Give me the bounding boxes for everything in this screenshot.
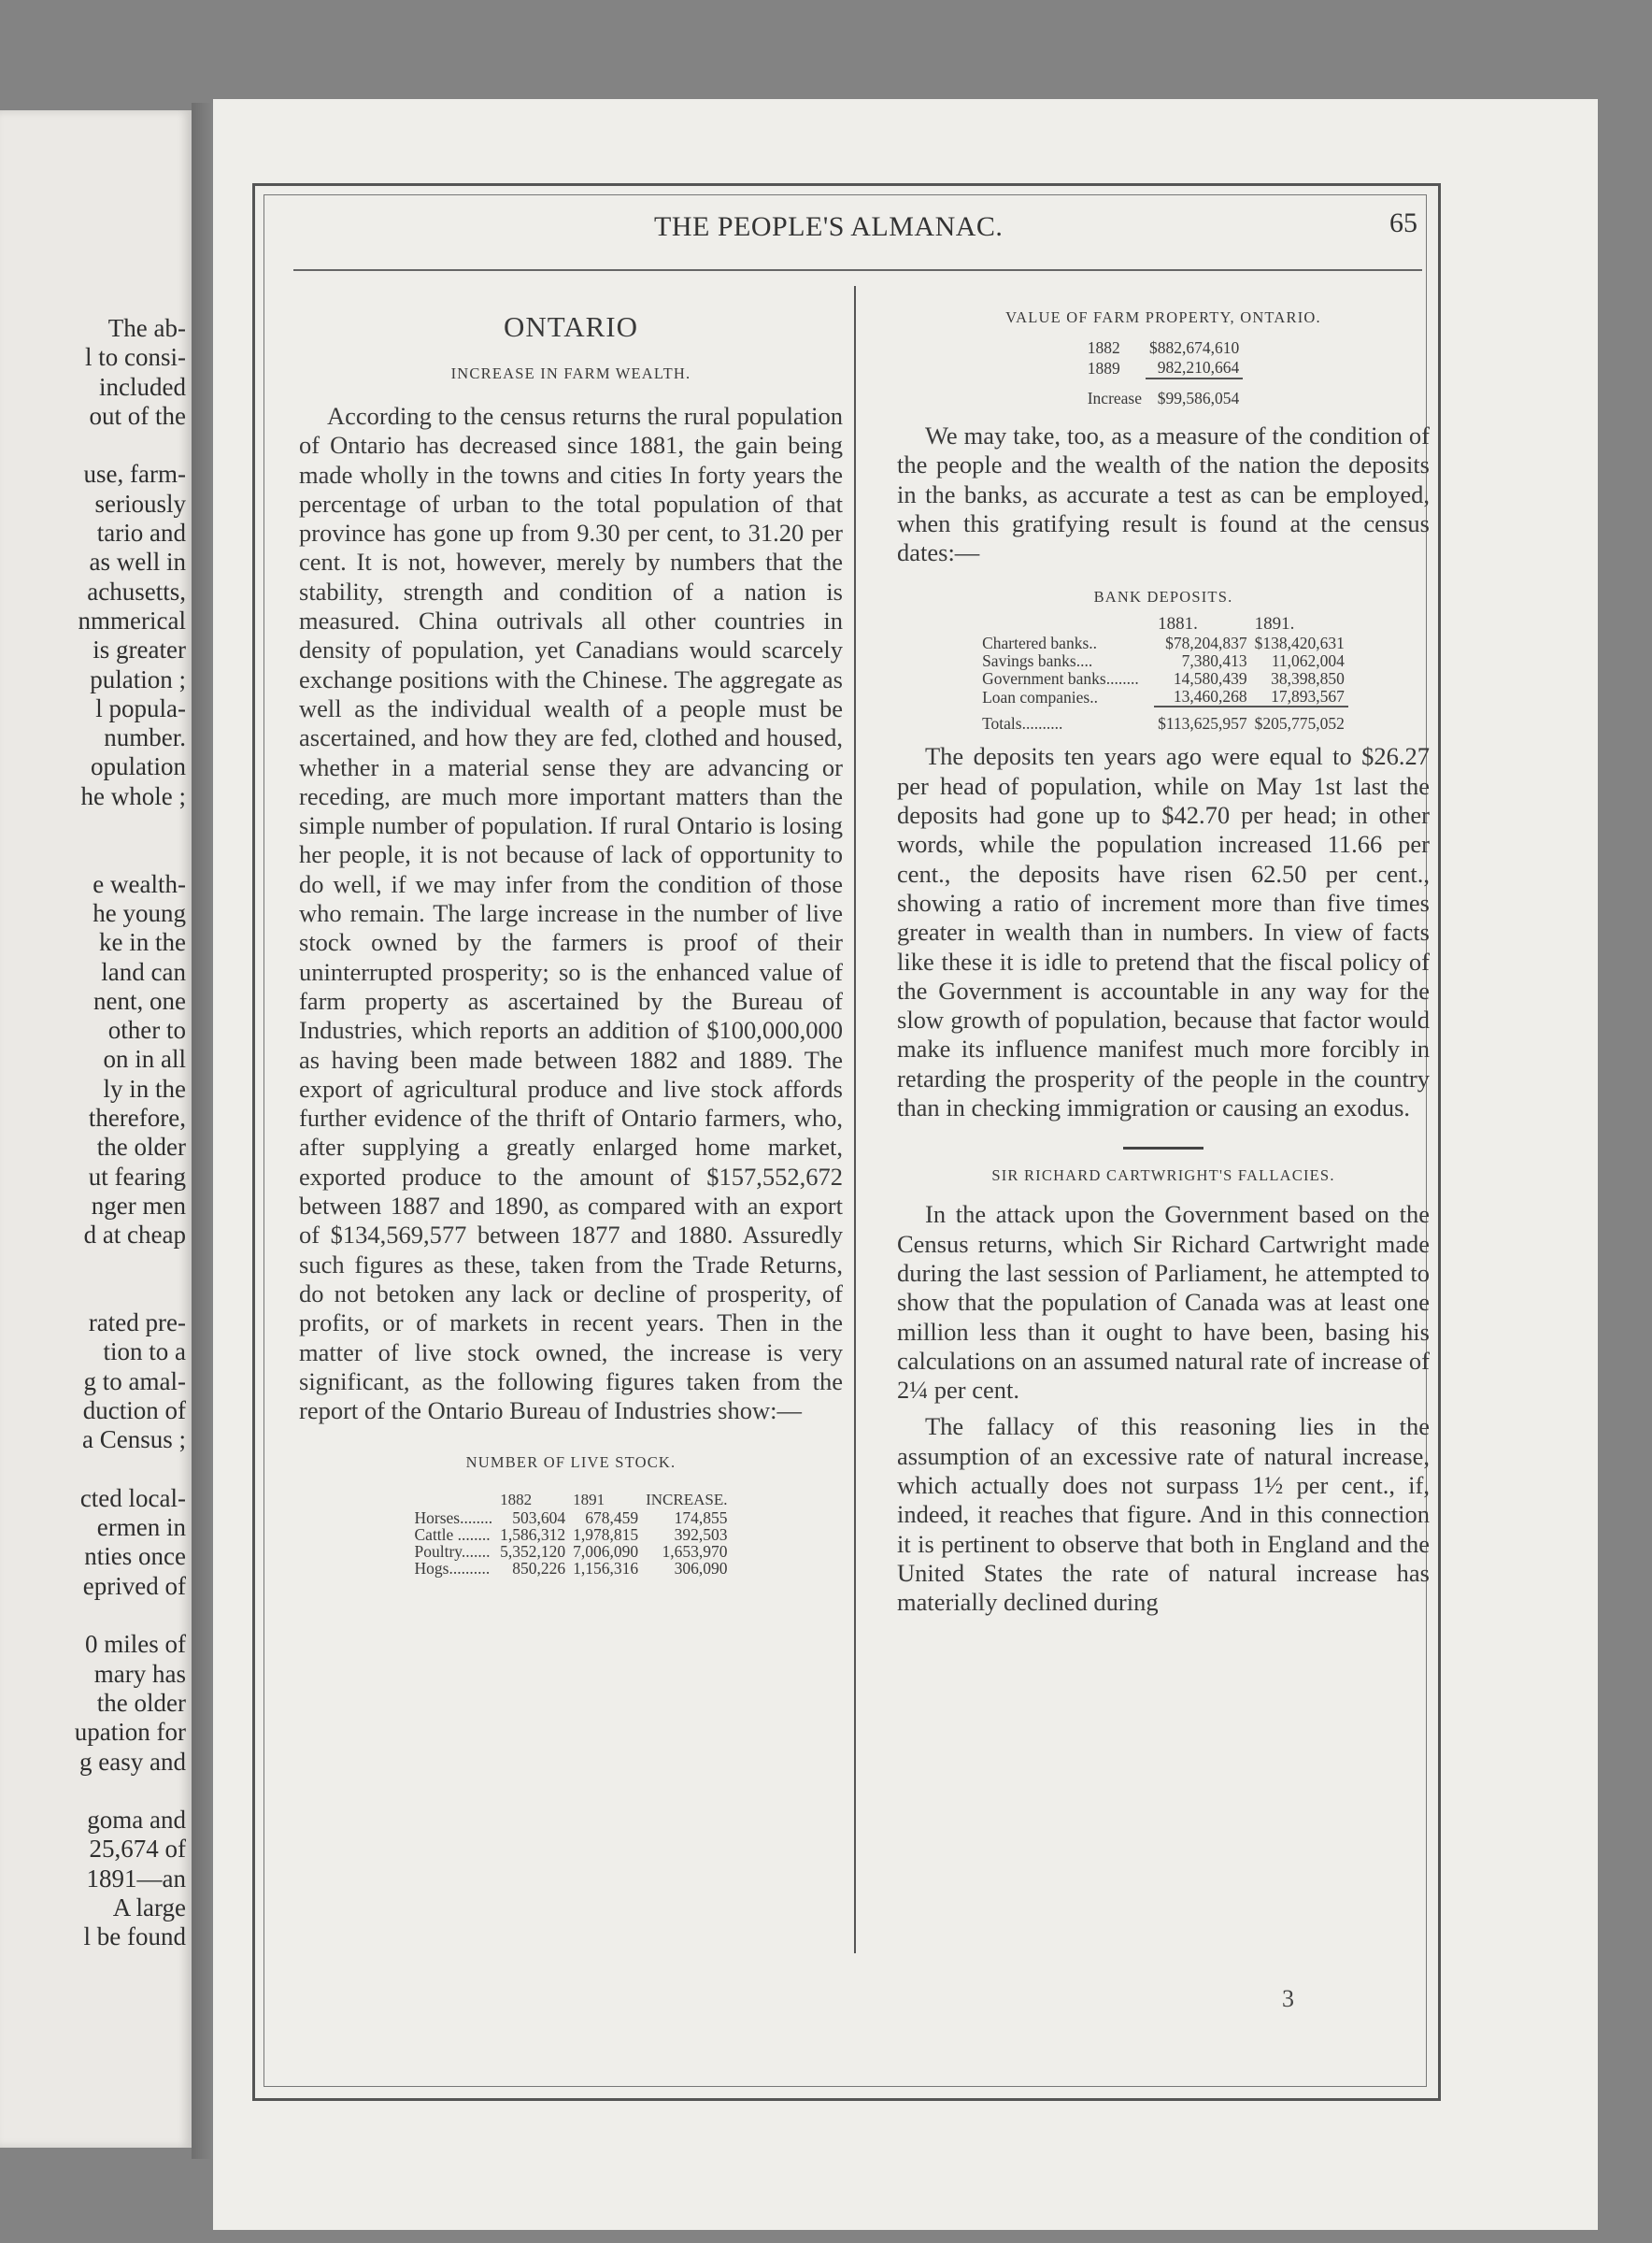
facing-page-line bbox=[75, 1279, 186, 1308]
bank-deposits-table bbox=[978, 614, 1348, 733]
facing-page-line: g easy and bbox=[79, 1747, 186, 1776]
table-cell: $99,586,054 bbox=[1146, 379, 1243, 408]
table-cell: $113,625,957 bbox=[1154, 707, 1251, 733]
header-rule bbox=[293, 269, 1422, 271]
facing-page-line: ut fearing bbox=[88, 1162, 186, 1191]
column-header: 1891 bbox=[573, 1491, 605, 1509]
table-row bbox=[411, 1543, 732, 1560]
column-divider bbox=[854, 286, 856, 1953]
row-label: Hogs.......... bbox=[414, 1559, 491, 1579]
body-paragraph: The deposits ten years ago were equal to $26.27 per head of population, while on May 1st last the deposits had gone up to $42.70 per head; in other words, while the population increased 11.66 per cent., the deposits have risen 62.50 per cent., showing a ratio of increment more than five times greater in wealth than in numbers. In view of facts like these it is idle to pretend that the fiscal policy of the Government is accountable in any way for the slow growth of population, because that factor would make its influence manifest much more forcibly in retarding the prosperity of the people in the country than in checking immigration or causing an exodus. bbox=[897, 742, 1430, 1122]
facing-page-line: tion to a bbox=[103, 1337, 186, 1366]
row-label: 1882 bbox=[1087, 338, 1120, 357]
body-paragraph: In the attack upon the Government based on the Census returns, which Sir Richard Cartwright made during the last session of Parliament, he attempted to show that the population of Canada was at least one million less than it ought to have been, basing his calculations on an assumed natural rate of increase of 2¼ per cent. bbox=[897, 1200, 1430, 1405]
facing-page-line: included bbox=[99, 372, 186, 401]
table-cell: 1,653,970 bbox=[662, 1542, 728, 1562]
facing-page-line: number. bbox=[104, 723, 186, 752]
row-label: Horses........ bbox=[414, 1508, 493, 1528]
table-row bbox=[978, 652, 1348, 670]
facing-page-line: a Census ; bbox=[82, 1425, 186, 1454]
facing-page-line: pulation ; bbox=[90, 664, 186, 693]
facing-page-line: seriously bbox=[94, 489, 186, 518]
facing-page-line bbox=[75, 840, 186, 869]
row-label: Totals.......... bbox=[982, 713, 1063, 733]
table-cell: $138,420,631 bbox=[1254, 634, 1345, 653]
facing-page-line: 1891—an bbox=[86, 1864, 186, 1893]
right-column bbox=[897, 308, 1430, 1618]
facing-page-line: ermen in bbox=[96, 1513, 186, 1542]
table-cell: 1,586,312 bbox=[500, 1525, 566, 1545]
facing-page-line: use, farm- bbox=[83, 460, 186, 489]
column-header bbox=[411, 1491, 497, 1509]
table-row bbox=[1084, 379, 1244, 408]
column-header: 1882 bbox=[500, 1491, 533, 1509]
facing-page-line: is greater bbox=[93, 636, 186, 664]
facing-page-text bbox=[75, 314, 186, 1952]
facing-page-line: other to bbox=[107, 1016, 186, 1045]
facing-page-line: upation for bbox=[74, 1718, 186, 1747]
signature-numeral: 3 bbox=[1282, 1985, 1294, 2012]
facing-page-line: cted local- bbox=[79, 1483, 186, 1512]
table-row-totals bbox=[978, 707, 1348, 733]
table-cell: 14,580,439 bbox=[1173, 669, 1247, 689]
row-label: Chartered banks.. bbox=[982, 634, 1098, 653]
livestock-table bbox=[411, 1491, 732, 1577]
facing-page-line: the older bbox=[96, 1688, 186, 1717]
facing-page-line: duction of bbox=[82, 1395, 186, 1424]
table-cell: 306,090 bbox=[674, 1559, 728, 1579]
facing-page-line bbox=[75, 1250, 186, 1279]
facing-page-line: he whole ; bbox=[80, 781, 186, 810]
facing-page-line: he young bbox=[93, 898, 186, 927]
facing-page-line: 25,674 of bbox=[89, 1835, 186, 1864]
facing-page-line: rated pre- bbox=[88, 1308, 186, 1337]
column-header: 1881. bbox=[1158, 614, 1198, 635]
running-title: THE PEOPLE'S ALMANAC. bbox=[654, 211, 1004, 242]
table-cell: 7,380,413 bbox=[1181, 651, 1247, 671]
column-header: INCREASE. bbox=[646, 1491, 728, 1509]
facing-page-line: The ab- bbox=[107, 314, 186, 342]
facing-page-line: 0 miles of bbox=[85, 1630, 186, 1659]
table-row bbox=[978, 635, 1348, 652]
table-cell: $882,674,610 bbox=[1149, 338, 1240, 357]
facing-page-line: nties once bbox=[84, 1542, 186, 1571]
facing-page-line: eprived of bbox=[82, 1571, 186, 1600]
farm-value-title: VALUE OF FARM PROPERTY, ONTARIO. bbox=[1005, 308, 1321, 326]
table-cell: 174,855 bbox=[674, 1508, 728, 1528]
table-cell: 13,460,268 bbox=[1173, 687, 1247, 707]
facing-page-line: land can bbox=[101, 957, 186, 986]
facing-page-line bbox=[75, 811, 186, 840]
facing-page-line bbox=[75, 1601, 186, 1630]
facing-page-line: on in all bbox=[103, 1045, 186, 1074]
table-cell: 17,893,567 bbox=[1271, 687, 1345, 707]
body-paragraph: The fallacy of this reasoning lies in the assumption of an excessive rate of natural increase, which actually does not surpass 1½ per cent., if, indeed, it reaches that figure. And in this connection it is pertinent to observe that both in England and the United States the rate of natural increase has materially declined during bbox=[897, 1412, 1430, 1617]
table-cell: $205,775,052 bbox=[1251, 707, 1348, 733]
table-cell: 678,459 bbox=[585, 1508, 639, 1528]
table-row bbox=[411, 1509, 732, 1526]
table-row bbox=[978, 688, 1348, 707]
table-row bbox=[978, 670, 1348, 688]
table-cell: $78,204,837 bbox=[1165, 634, 1247, 653]
row-label: Savings banks.... bbox=[982, 651, 1093, 671]
facing-page-line: e wealth- bbox=[93, 869, 186, 898]
facing-page-line: l be found bbox=[83, 1922, 186, 1951]
facing-page bbox=[0, 110, 192, 2148]
facing-page-line: d at cheap bbox=[83, 1221, 186, 1250]
table-cell: 38,398,850 bbox=[1271, 669, 1345, 689]
facing-page-line: tario and bbox=[96, 519, 186, 548]
facing-page-line: l to consi- bbox=[85, 343, 186, 372]
table-header-row bbox=[411, 1491, 732, 1509]
table-row bbox=[1084, 358, 1244, 379]
table-cell: 11,062,004 bbox=[1271, 651, 1345, 671]
table-cell: 850,226 bbox=[512, 1559, 566, 1579]
table-cell: 1,156,316 bbox=[573, 1559, 639, 1579]
column-header bbox=[978, 614, 1154, 635]
table-cell: 503,604 bbox=[512, 1508, 566, 1528]
section-title: ONTARIO bbox=[503, 310, 638, 343]
row-label: Cattle ........ bbox=[414, 1525, 491, 1545]
table-cell: 5,352,120 bbox=[500, 1542, 566, 1562]
facing-page-line: g to amal- bbox=[83, 1366, 186, 1395]
facing-page-line: out of the bbox=[89, 401, 186, 430]
table-cell: 982,210,664 bbox=[1157, 358, 1240, 377]
table-row bbox=[1084, 338, 1244, 358]
table-row bbox=[411, 1560, 732, 1577]
facing-page-line: ke in the bbox=[99, 928, 186, 957]
facing-page-line: mary has bbox=[93, 1659, 186, 1688]
section-divider bbox=[1123, 1147, 1203, 1150]
facing-page-line bbox=[75, 1455, 186, 1484]
facing-page-line bbox=[75, 431, 186, 460]
subheading: INCREASE IN FARM WEALTH. bbox=[450, 364, 691, 382]
body-paragraph: We may take, too, as a measure of the condition of the people and the wealth of the nation the deposits in the banks, as accurate a test as can be employed, when this gratifying result is found at the census dates:— bbox=[897, 421, 1430, 567]
table-header-row bbox=[978, 614, 1348, 635]
table-cell: 7,006,090 bbox=[573, 1542, 639, 1562]
body-paragraph: According to the census returns the rural population of Ontario has decreased since 1881, the gain being made wholly in the towns and cities In forty years the percentage of urban to the total population of that province has gone up from 9.30 per cent, to 31.20 per cent. It is not, however, merely by numbers that the stability, strength and condition of a nation is measured. China outrivals all other countries in density of population, yet Canadians would scarcely exchange positions with the Chinese. The aggregate as well as the individual wealth of a people must be ascertained, and how they are fed, clothed and housed, whether in a material sense they are advancing or receding, are much more important matters than the simple number of population. If rural Ontario is losing her people, it is not because of lack of opportunity to do well, if we may infer from the condition of those who remain. The large increase in the number of live stock owned by the farmers is proof of their uninterrupted prosperity; so is the enhanced value of farm property as ascertained by the Bureau of Industries, which reports an addition of $100,000,000 as having been made between 1882 and 1889. The export of agricultural produce and live stock affords further evidence of the thrift of Ontario farmers, who, after supplying a greatly enlarged home market, exported produce to the amount of $157,552,672 between 1887 and 1890, as compared with an export of $134,569,577 between 1877 and 1880. Assuredly such figures as these, taken from the Trade Returns, do not betoken any lack or decline of prosperity, of profits, or of markets in recent years. Then in the matter of live stock owned, the increase is very significant, as the following figures taken from the report of the Ontario Bureau of Industries show:— bbox=[299, 402, 843, 1425]
table-cell: 1,978,815 bbox=[573, 1525, 639, 1545]
row-label: Government banks........ bbox=[982, 669, 1139, 689]
row-label: Poultry....... bbox=[414, 1542, 491, 1562]
facing-page-line: ly in the bbox=[103, 1074, 186, 1103]
subheading: SIR RICHARD CARTWRIGHT'S FALLACIES. bbox=[991, 1166, 1335, 1185]
page-number: 65 bbox=[1389, 207, 1417, 238]
facing-page-line: nger men bbox=[91, 1191, 186, 1220]
facing-page-line: nmmerical bbox=[78, 606, 186, 635]
row-label: 1889 bbox=[1087, 358, 1120, 378]
row-label: Increase bbox=[1087, 388, 1143, 407]
facing-page-line: nent, one bbox=[93, 986, 186, 1015]
facing-page-line: therefore, bbox=[88, 1104, 186, 1133]
facing-page-line: opulation bbox=[91, 752, 186, 781]
bank-table-title: BANK DEPOSITS. bbox=[1093, 588, 1233, 607]
facing-page-line: A large bbox=[112, 1893, 186, 1922]
facing-page-line bbox=[75, 1777, 186, 1806]
table-row bbox=[411, 1526, 732, 1543]
facing-page-line: as well in bbox=[89, 548, 186, 577]
facing-page-line: goma and bbox=[87, 1806, 186, 1835]
livestock-table-title: NUMBER OF LIVE STOCK. bbox=[465, 1453, 676, 1472]
row-label: Loan companies.. bbox=[982, 687, 1098, 707]
left-column bbox=[299, 308, 843, 1577]
facing-page-line: achusetts, bbox=[87, 577, 186, 606]
column-header: 1891. bbox=[1254, 614, 1295, 635]
farm-value-table bbox=[1084, 338, 1244, 408]
table-cell: 392,503 bbox=[674, 1525, 728, 1545]
facing-page-line: l popula- bbox=[95, 693, 186, 722]
facing-page-line: the older bbox=[96, 1133, 186, 1162]
